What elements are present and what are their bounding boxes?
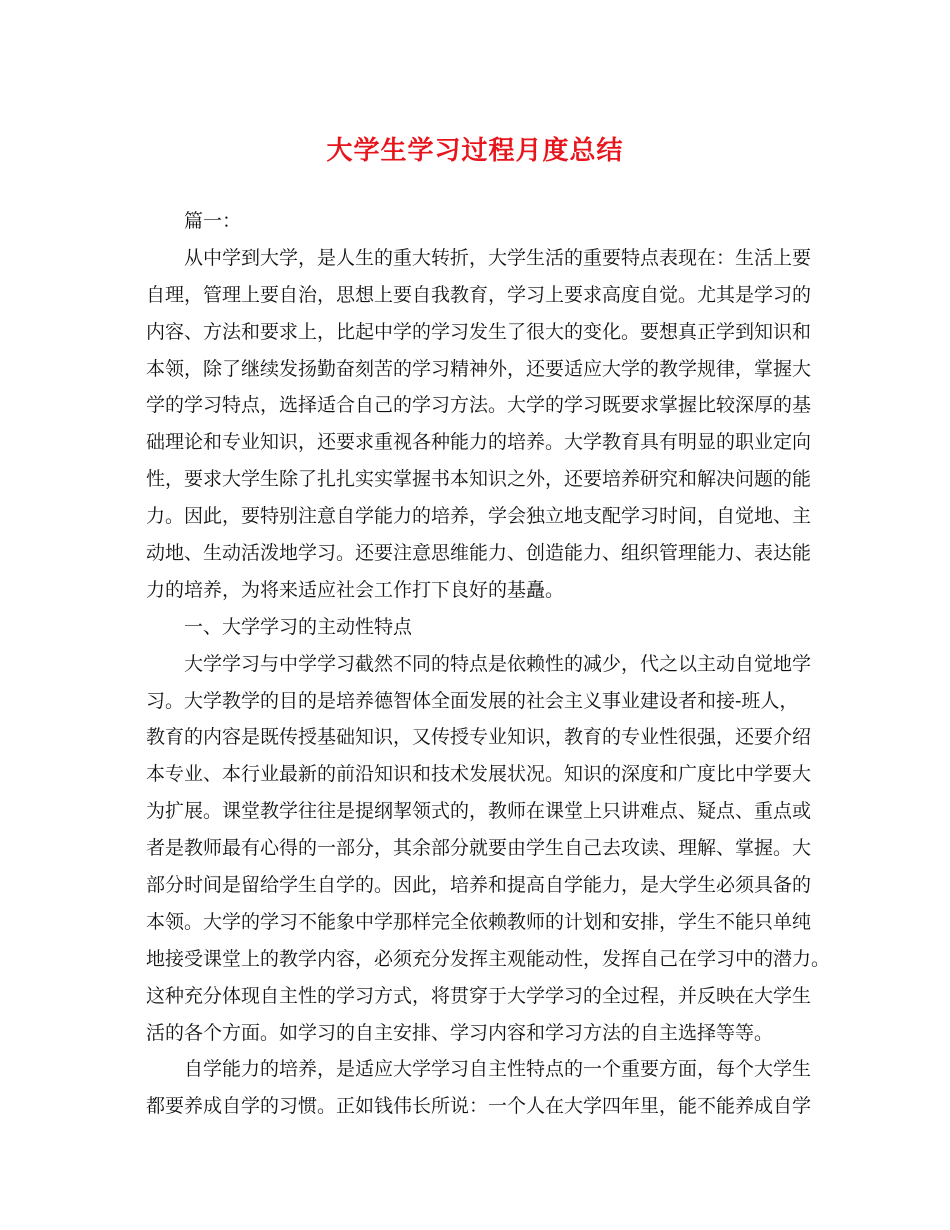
text-line: 动地、生动活泼地学习。还要注意思维能力、创造能力、组织管理能力、表达能	[146, 542, 812, 565]
document-title: 大学生学习过程月度总结	[326, 136, 624, 166]
text-line: 本领，除了继续发扬勤奋刻苦的学习精神外，还要适应大学的教学规律，掌握大	[146, 357, 812, 380]
text-line: 内容、方法和要求上，比起中学的学习发生了很大的变化。要想真正学到知识和	[146, 320, 812, 343]
text-line: 习。大学教学的目的是培养德智体全面发展的社会主义事业建设者和接-班人，	[146, 689, 799, 712]
text-line: 力。因此，要特别注意自学能力的培养，学会独立地支配学习时间，自觉地、主	[146, 505, 812, 528]
text-line: 都要养成自学的习惯。正如钱伟长所说：一个人在大学四年里，能不能养成自学	[146, 1095, 812, 1118]
text-line: 本专业、本行业最新的前沿知识和技术发展状况。知识的深度和广度比中学要大	[146, 763, 812, 786]
text-line: 大学学习与中学学习截然不同的特点是依赖性的减少，代之以主动自觉地学	[184, 652, 812, 675]
text-line: 一、大学学习的主动性特点	[184, 615, 413, 638]
text-line: 本领。大学的学习不能象中学那样完全依赖教师的计划和安排，学生不能只单纯	[146, 910, 812, 933]
text-line: 活的各个方面。如学习的自主安排、学习内容和学习方法的自主选择等等。	[146, 1021, 774, 1044]
text-line: 性，要求大学生除了扎扎实实掌握书本知识之外，还要培养研究和解决问题的能	[146, 468, 812, 491]
text-line: 础理论和专业知识，还要求重视各种能力的培养。大学教育具有明显的职业定向	[146, 431, 812, 454]
text-line: 学的学习特点，选择适合自己的学习方法。大学的学习既要求掌握比较深厚的基	[146, 394, 812, 417]
text-line: 为扩展。课堂教学往往是提纲挈领式的，教师在课堂上只讲难点、疑点、重点或	[146, 800, 812, 823]
document-body	[146, 203, 831, 1125]
text-line: 教育的内容是既传授基础知识，又传授专业知识，教育的专业性很强，还要介绍	[146, 726, 812, 749]
text-line: 部分时间是留给学生自学的。因此，培养和提高自学能力，是大学生必须具备的	[146, 874, 812, 897]
text-line: 篇一：	[184, 210, 242, 232]
text-line: 自学能力的培养，是适应大学学习自主性特点的一个重要方面，每个大学生	[184, 1058, 812, 1081]
text-line: 地接受课堂上的教学内容，必须充分发挥主观能动性，发挥自己在学习中的潜力。	[146, 947, 831, 970]
text-line: 自理，管理上要自治，思想上要自我教育，学习上要求高度自觉。尤其是学习的	[146, 283, 812, 306]
text-line: 力的培养，为将来适应社会工作打下良好的基矗。	[146, 578, 565, 601]
text-line: 从中学到大学，是人生的重大转折，大学生活的重要特点表现在：生活上要	[184, 246, 812, 269]
text-line: 这种充分体现自主性的学习方式，将贯穿于大学学习的全过程，并反映在大学生	[146, 984, 812, 1007]
text-line: 者是教师最有心得的一部分，其余部分就要由学生自己去攻读、理解、掌握。大	[146, 837, 812, 860]
